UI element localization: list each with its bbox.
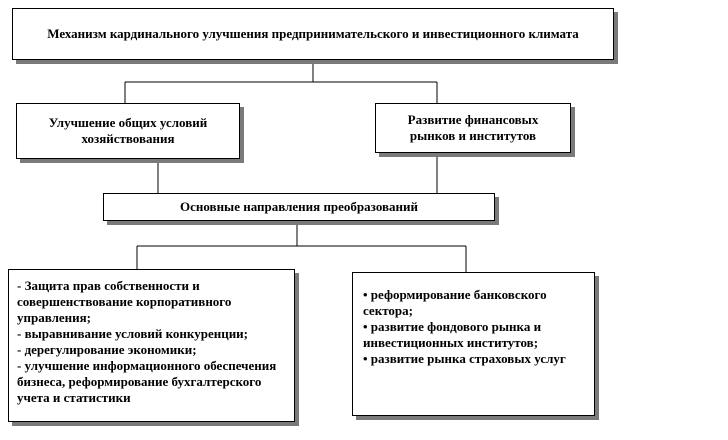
financial-markets-box [375,103,571,153]
list-item: - улучшение информационного обеспечения бизнеса, реформирование бухгалтерского учета и статистики [17,358,277,405]
financial-markets-measures-box [352,272,595,416]
financial-markets-text: Развитие финансовых рынков и институтов [407,112,539,143]
list-item: • развитие фондового рынка и инвестиционных институтов; [363,319,542,350]
title-box [12,8,614,60]
list-item: • реформирование банковского сектора; [363,287,547,318]
financial-markets-measures-list [363,287,588,367]
main-directions-text: Основные направления преобразований [180,199,418,214]
general-conditions-measures-list [17,278,288,406]
general-conditions-box [16,103,240,159]
list-item: - Защита прав собственности и совершенствование корпоративного управления; [17,278,232,325]
list-item: - дерегулирование экономики; [17,342,197,357]
general-conditions-text: Улучшение общих условий хозяйствования [48,115,208,146]
list-item: - выравнивание условий конкуренции; [17,326,248,341]
main-directions-box [103,193,495,221]
title-text: Механизм кардинального улучшения предпринимательского и инвестиционного климата [47,26,579,41]
list-item: • развитие рынка страховых услуг [363,351,566,366]
general-conditions-measures-box [8,269,295,422]
